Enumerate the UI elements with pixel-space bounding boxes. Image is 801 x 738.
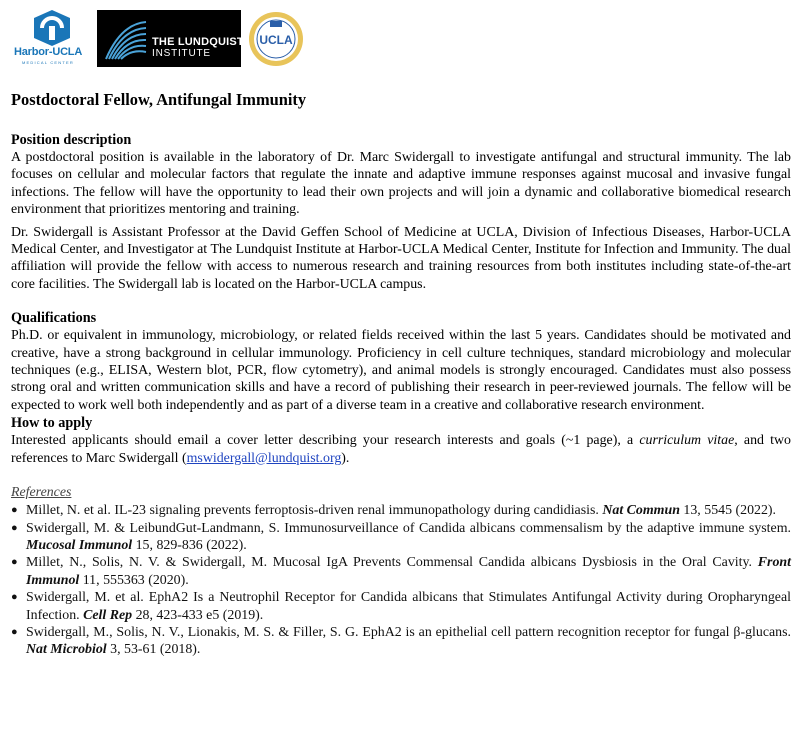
reference-item xyxy=(11,554,791,589)
lundquist-logo-name: THE LUNDQUIST xyxy=(152,36,244,48)
lundquist-swirl-icon xyxy=(101,14,151,64)
reference-journal: Nat Microbiol xyxy=(26,642,107,658)
apply-cv: curriculum vitae xyxy=(639,433,735,449)
harbor-logo-name: Harbor-UCLA xyxy=(14,46,83,58)
apply-text-mid: , and two references to Marc Swidergall ( xyxy=(11,433,792,466)
lundquist-logo-inst: INSTITUTE xyxy=(152,48,211,59)
reference-text: Swidergall, M. & LeibundGut-Landmann, S. Immunosurveillance of Candida albicans commensalism by the adaptive immune system. xyxy=(26,520,791,536)
reference-item xyxy=(11,502,791,519)
harbor-logo-sub: MEDICAL CENTER xyxy=(22,60,74,65)
email-link[interactable]: mswidergall@lundquist.org xyxy=(186,450,342,466)
svg-text:UCLA: UCLA xyxy=(259,33,293,47)
references-list xyxy=(11,502,791,659)
reference-text: Millet, N. et al. IL-23 signaling prevents ferroptosis-driven renal immunopathology during candidiasis. xyxy=(26,503,603,519)
position-paragraph-1: A postdoctoral position is available in the laboratory of Dr. Marc Swidergall to investigate antifungal and structural immunity. The lab focuses on cellular and molecular factors that regulate the innate and adaptive immune responses against mucosal and invasive fungal infections. The fellow will have the opportunity to lead their own projects and will join a dynamic and collaborative biomedical research environment that prioritizes mentoring and training. xyxy=(11,150,791,218)
bullet-icon: ● xyxy=(11,591,18,604)
reference-item xyxy=(11,624,791,659)
reference-cite: 15, 829-836 (2022). xyxy=(132,537,247,553)
harbor-ucla-emblem-icon xyxy=(12,8,92,48)
reference-text: Swidergall, M., Solis, N. V., Lionakis, M. S. & Filler, S. G. EphA2 is an epithelial cell pattern recognition receptor for fungal β-glucans. xyxy=(26,624,791,640)
position-paragraph-2: Dr. Swidergall is Assistant Professor at the David Geffen School of Medicine at UCLA, Division of Infectious Diseases, Harbor-UCLA Medical Center, and Investigator at The Lundquist Institute at Harbor-UCLA Medical Center, Institute for Infection and Immunity. The dual affiliation will provide the fellow with access to numerous research and training resources from both institutes including state-of-the-art core facilities. The Swidergall lab is located on the Harbor-UCLA campus. xyxy=(11,224,791,292)
logo-bar xyxy=(12,8,332,68)
bullet-icon: ● xyxy=(11,521,18,534)
reference-journal: Front Immunol xyxy=(26,555,791,588)
reference-cite: 13, 5545 (2022). xyxy=(679,503,777,519)
bullet-icon: ● xyxy=(11,556,18,569)
references-heading: References xyxy=(11,485,72,501)
reference-text: Millet, N., Solis, N. V. & Swidergall, M. Mucosal IgA Prevents Commensal Candida albicans Dysbiosis in the Oral Cavity. xyxy=(26,555,758,571)
reference-cite: 11, 555363 (2020). xyxy=(79,572,189,588)
job-posting xyxy=(11,90,791,659)
reference-journal: Mucosal Immunol xyxy=(26,537,133,553)
apply-text-before: Interested applicants should email a cover letter describing your research interests and goals (~1 page), a xyxy=(11,433,640,449)
ucla-seal-icon xyxy=(248,11,304,67)
qualifications-paragraph: Ph.D. or equivalent in immunology, microbiology, or related fields received within the last 5 years. Candidates should be motivated and creative, have a strong background in cellular immunology. Proficiency in cell culture techniques, standard microbiology and molecular techniques (e.g., ELISA, Western blot, PCR, flow cytometry), and animal models is strongly encouraged. Candidates must also possess strong oral and written communication skills and have a record of publishing their research in peer-reviewed journals. The fellow will be expected to work well both independently and as part of a diverse team in a creative and collaborative research environment. xyxy=(11,328,791,413)
page-title: Postdoctoral Fellow, Antifungal Immunity xyxy=(11,90,307,109)
reference-item xyxy=(11,589,791,624)
reference-journal: Nat Commun xyxy=(602,503,680,519)
reference-cite: 28, 423-433 e5 (2019). xyxy=(132,607,264,623)
bullet-icon: ● xyxy=(11,504,18,517)
reference-journal: Cell Rep xyxy=(83,607,133,623)
ucla-seal-logo xyxy=(248,11,304,67)
harbor-ucla-logo xyxy=(12,8,92,66)
bullet-icon: ● xyxy=(11,625,18,638)
reference-item xyxy=(11,520,791,555)
lundquist-institute-logo xyxy=(97,10,244,67)
apply-heading: How to apply xyxy=(11,415,93,432)
apply-paragraph xyxy=(11,432,791,467)
reference-cite: 3, 53-61 (2018). xyxy=(106,642,201,658)
position-heading: Position description xyxy=(11,132,132,148)
reference-text: Swidergall, M. et al. EphA2 Is a Neutrophil Receptor for Candida albicans that Stimulates Antifungal Activity during Oropharyngeal Infection. xyxy=(26,590,791,623)
qualifications-heading: Qualifications xyxy=(11,310,97,327)
apply-text-end: ). xyxy=(341,450,350,466)
